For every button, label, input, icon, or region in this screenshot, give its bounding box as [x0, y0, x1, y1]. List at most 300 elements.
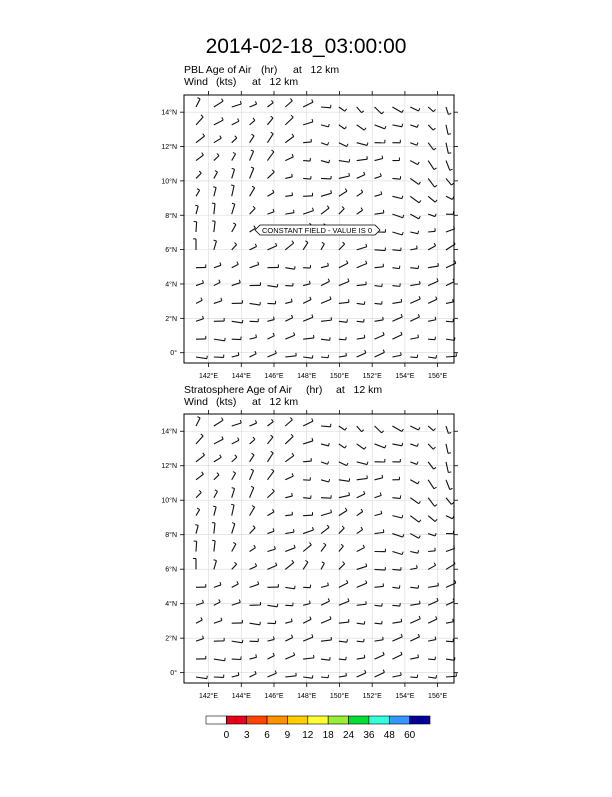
constant-field-note-text: CONSTANT FIELD - VALUE IS 0: [262, 226, 372, 235]
wind-barb-tick: [233, 152, 236, 154]
wind-barb: [446, 641, 453, 642]
wind-barb-tick: [434, 148, 436, 150]
wind-barb: [303, 677, 312, 678]
wind-barb: [357, 462, 367, 465]
wind-barb: [321, 426, 331, 427]
wind-barb-tick: [401, 332, 402, 335]
wind-barb: [410, 480, 417, 484]
lat-tick-label: 6°N: [165, 246, 177, 254]
wind-barb: [428, 196, 435, 202]
wind-barb-tick: [197, 189, 200, 191]
wind-barb: [267, 286, 277, 288]
wind-barb: [410, 214, 419, 219]
panel-1-field-unit: (hr): [261, 64, 277, 76]
wind-barb: [285, 420, 292, 426]
wind-barb: [267, 565, 276, 569]
wind-barb-tick: [385, 126, 386, 129]
wind-barb-tick: [341, 544, 343, 546]
wind-barb-tick: [402, 443, 403, 446]
wind-barb: [285, 548, 295, 552]
wind-barb-tick: [348, 598, 349, 601]
wind-barb: [375, 335, 385, 339]
wind-barb: [410, 107, 418, 111]
wind-barb: [357, 159, 368, 160]
wind-barb-tick: [292, 473, 293, 476]
wind-barb-tick: [328, 263, 329, 266]
wind-barb: [446, 516, 452, 519]
panel-1-field-level: at 12 km: [293, 64, 339, 76]
wind-barb-tick: [419, 182, 421, 184]
wind-barb-tick: [417, 462, 418, 465]
wind-barb-tick: [345, 428, 347, 430]
wind-barb: [285, 587, 294, 588]
wind-barb: [267, 491, 274, 497]
wind-barb: [410, 161, 417, 165]
wind-barb: [410, 462, 417, 465]
wind-barb: [357, 494, 365, 498]
wind-barb-tick: [434, 428, 436, 430]
wind-barb-tick: [291, 619, 292, 622]
wind-barb: [428, 640, 436, 642]
wind-barb-tick: [401, 352, 402, 355]
lon-tick-label: 154°E: [395, 372, 414, 380]
wind-barb-tick: [364, 491, 365, 494]
wind-barb: [214, 541, 215, 552]
wind-barb-tick: [419, 616, 420, 619]
wind-barb-tick: [417, 565, 418, 568]
wind-barb-tick: [291, 315, 292, 318]
wind-barb: [428, 498, 434, 507]
wind-barb-tick: [435, 505, 437, 507]
panel-1-wind-unit: (kts): [216, 76, 236, 88]
wind-barb-tick: [291, 115, 293, 117]
wind-barb-tick: [437, 278, 438, 281]
wind-barb: [446, 480, 450, 490]
wind-barb-tick: [235, 455, 237, 457]
wind-barb-tick: [213, 187, 216, 188]
wind-barb-tick: [448, 153, 451, 154]
lon-tick-label: 146°E: [264, 692, 283, 700]
wind-barb-tick: [203, 453, 205, 455]
wind-barb-tick: [448, 472, 451, 473]
wind-barb: [267, 172, 274, 178]
wind-barb: [267, 639, 274, 641]
wind-barb: [446, 321, 453, 322]
wind-barb-tick: [347, 463, 348, 466]
wind-barb: [428, 677, 436, 678]
wind-barb: [232, 169, 235, 178]
wind-barb: [303, 357, 312, 358]
wind-barb-tick: [381, 191, 382, 194]
wind-barb: [232, 138, 237, 143]
wind-barb: [357, 623, 365, 624]
wind-barb-tick: [214, 240, 217, 241]
wind-barb: [232, 154, 236, 161]
wind-barb: [375, 426, 382, 433]
wind-barb-tick: [197, 98, 200, 99]
wind-barb-tick: [271, 100, 273, 102]
wind-barb: [214, 475, 219, 480]
wind-barb-tick: [271, 451, 274, 453]
wind-barb-tick: [271, 132, 274, 134]
wind-barb: [339, 583, 348, 587]
panel-2-wind-unit: (kts): [216, 396, 236, 408]
wind-barb-tick: [383, 652, 384, 655]
wind-barb-tick: [255, 420, 256, 423]
wind-barb: [410, 317, 419, 321]
wind-barb: [392, 107, 401, 113]
wind-barb-tick: [366, 261, 367, 264]
wind-barb-tick: [367, 143, 368, 146]
lon-tick-label: 142°E: [199, 692, 218, 700]
wind-barb: [392, 637, 402, 641]
wind-barb: [285, 117, 293, 124]
lat-tick-label: 12°N: [161, 143, 177, 151]
wind-barb-tick: [221, 298, 222, 301]
wind-barb: [267, 673, 276, 677]
wind-barb: [196, 541, 197, 551]
wind-barb: [250, 657, 257, 659]
lat-tick-label: 0°: [170, 669, 177, 677]
wind-barb: [285, 195, 292, 196]
colorbar-swatch: [226, 716, 246, 724]
wind-barb: [250, 120, 255, 125]
wind-barb: [214, 621, 222, 624]
wind-barb: [214, 172, 218, 178]
map-panel-stratosphere: [161, 410, 458, 700]
wind-barb: [285, 101, 292, 107]
wind-barb: [303, 545, 311, 552]
wind-barb: [428, 246, 435, 250]
colorbar-label: 6: [264, 730, 270, 741]
wind-barb: [339, 356, 347, 357]
wind-barb: [375, 159, 383, 161]
wind-barb: [410, 196, 419, 203]
wind-barb-tick: [434, 487, 437, 489]
wind-barb-tick: [417, 142, 418, 145]
lat-tick-label: 10°N: [161, 497, 177, 505]
wind-barb: [321, 640, 331, 641]
wind-barb: [303, 658, 314, 659]
lon-tick-label: 148°E: [297, 692, 316, 700]
wind-barb: [250, 674, 257, 677]
wind-barb: [214, 507, 216, 516]
wind-barb: [392, 214, 402, 218]
wind-barb-tick: [402, 515, 403, 518]
wind-barb-tick: [402, 196, 403, 199]
wind-barb: [357, 175, 365, 179]
wind-barb-tick: [215, 490, 218, 491]
wind-barb: [196, 418, 200, 426]
wind-barb: [339, 480, 349, 482]
wind-barb: [446, 282, 454, 286]
wind-barb-tick: [290, 418, 292, 420]
wind-barb: [267, 422, 273, 426]
wind-barb: [339, 659, 346, 660]
wind-barb-tick: [383, 350, 384, 353]
wind-barb: [357, 125, 365, 130]
wind-barb: [339, 510, 347, 515]
wind-barb: [232, 423, 242, 426]
wind-barb-tick: [252, 506, 255, 508]
wind-barb: [214, 439, 223, 444]
wind-barb-tick: [451, 183, 453, 185]
wind-barb: [232, 355, 239, 357]
wind-barb-tick: [453, 619, 454, 622]
panel-2-field-unit: (hr): [306, 384, 322, 396]
wind-barb-tick: [401, 314, 402, 317]
wind-barb: [428, 266, 438, 268]
lat-tick-label: 4°N: [165, 280, 177, 288]
wind-barb: [428, 339, 435, 340]
wind-barb: [410, 516, 419, 523]
wind-barb: [267, 246, 276, 250]
wind-barb-tick: [256, 654, 257, 657]
wind-barb-tick: [310, 617, 311, 620]
wind-barb-tick: [347, 144, 348, 147]
wind-barb: [303, 637, 313, 641]
colorbar-label: 24: [343, 730, 355, 741]
wind-barb-tick: [233, 223, 236, 224]
wind-barb-tick: [294, 545, 295, 548]
wind-barb: [357, 604, 367, 605]
wind-barb: [339, 302, 349, 303]
wind-barb: [285, 268, 294, 269]
wind-barb-tick: [203, 280, 204, 283]
wind-barb-tick: [237, 581, 238, 584]
wind-barb-tick: [434, 109, 436, 111]
wind-barb: [428, 178, 434, 187]
wind-barb-tick: [273, 317, 274, 320]
wind-barb: [214, 138, 221, 143]
wind-barb: [232, 186, 234, 197]
wind-barb-tick: [329, 160, 330, 163]
wind-barb: [321, 266, 328, 268]
wind-barb: [375, 125, 385, 129]
wind-barb: [250, 470, 254, 479]
wind-barb-tick: [251, 150, 254, 151]
wind-barb: [375, 194, 382, 196]
wind-barb: [321, 178, 331, 179]
wind-barb-tick: [455, 580, 456, 583]
wind-barb: [428, 619, 437, 623]
wind-barb: [285, 213, 294, 214]
wind-barb: [321, 545, 326, 552]
panel-2-field-level: at 12 km: [336, 384, 382, 396]
wind-barb-tick: [419, 427, 420, 430]
wind-barb: [196, 510, 200, 516]
wind-barb: [339, 321, 347, 322]
wind-barb: [303, 178, 311, 179]
wind-barb: [339, 143, 347, 147]
wind-barb: [428, 125, 433, 130]
wind-barb-tick: [234, 562, 236, 564]
wind-barb: [339, 263, 348, 267]
wind-barb-tick: [253, 526, 255, 528]
colorbar: [206, 716, 430, 741]
wind-barb: [214, 585, 221, 587]
wind-barb: [267, 353, 276, 357]
wind-barb: [303, 142, 311, 143]
wind-barb: [392, 268, 399, 269]
wind-barb: [214, 659, 225, 661]
wind-barb: [321, 527, 329, 533]
wind-barb: [250, 455, 255, 462]
wind-barb-tick: [292, 493, 293, 496]
wind-barb-tick: [417, 444, 418, 447]
wind-barb: [321, 299, 331, 303]
colorbar-label: 36: [363, 730, 375, 741]
wind-barb-tick: [291, 434, 293, 436]
colorbar-label: 60: [404, 730, 416, 741]
wind-barb: [339, 281, 349, 285]
wind-barb: [375, 623, 382, 624]
wind-barb-tick: [276, 563, 277, 566]
wind-barb: [357, 143, 367, 146]
wind-barb: [267, 320, 274, 322]
lat-tick-label: 4°N: [165, 600, 177, 608]
wind-barb: [285, 676, 296, 677]
wind-barb: [357, 192, 363, 196]
wind-barb-tick: [433, 447, 435, 449]
colorbar-label: 3: [244, 730, 250, 741]
wind-barb: [303, 619, 311, 623]
wind-barb-tick: [252, 186, 255, 188]
wind-barb: [392, 655, 402, 660]
wind-barb: [267, 437, 273, 444]
wind-barb: [196, 222, 197, 232]
wind-barb: [375, 176, 382, 178]
wind-barb-tick: [382, 156, 383, 159]
wind-barb-tick: [232, 203, 235, 204]
wind-barb-tick: [309, 543, 311, 545]
wind-barb: [321, 320, 331, 321]
wind-barb: [250, 354, 257, 357]
wind-barb-tick: [401, 652, 402, 655]
lat-tick-label: 8°N: [165, 531, 177, 539]
wind-barb-tick: [382, 475, 383, 478]
wind-barb-tick: [401, 634, 402, 637]
wind-barb: [214, 301, 222, 304]
wind-barb: [214, 156, 219, 161]
wind-barb-tick: [221, 618, 222, 621]
wind-barb: [267, 512, 274, 516]
wind-barb: [428, 281, 438, 285]
wind-barb: [303, 242, 308, 249]
wind-barb-tick: [290, 99, 292, 101]
wind-barb: [232, 544, 236, 552]
wind-barb: [214, 561, 217, 570]
wind-barb: [392, 302, 401, 303]
wind-barb-tick: [402, 124, 403, 127]
wind-barb: [446, 125, 448, 134]
colorbar-swatch: [349, 716, 369, 724]
wind-barb: [428, 659, 435, 660]
wind-barb: [357, 107, 362, 113]
wind-barb: [357, 338, 365, 339]
wind-barb: [303, 530, 313, 534]
wind-barb: [267, 453, 273, 462]
wind-barb-tick: [383, 670, 384, 673]
wind-barb-tick: [402, 232, 403, 235]
wind-barb-tick: [221, 99, 223, 102]
wind-barb-tick: [419, 520, 421, 522]
wind-barb: [321, 563, 324, 569]
wind-barb: [214, 523, 215, 534]
wind-barb: [196, 474, 203, 480]
wind-barb: [196, 677, 207, 679]
wind-barb: [303, 317, 313, 321]
lat-tick-label: 14°N: [161, 109, 177, 117]
constant-field-note: [255, 225, 380, 235]
lon-tick-label: 146°E: [264, 372, 283, 380]
wind-barb: [339, 426, 345, 430]
wind-barb: [321, 281, 330, 285]
wind-barb: [410, 125, 417, 127]
wind-barb-tick: [418, 335, 419, 338]
wind-barb: [446, 161, 450, 171]
colorbar-swatch: [206, 716, 226, 724]
wind-barb: [196, 357, 207, 359]
wind-barb-tick: [331, 510, 332, 513]
wind-barb: [410, 677, 417, 678]
wind-barb: [392, 250, 400, 251]
wind-barb: [214, 420, 223, 426]
lat-tick-label: 0°: [170, 349, 177, 357]
wind-barb-tick: [418, 231, 419, 234]
wind-barb: [250, 136, 255, 143]
wind-barb-tick: [385, 445, 386, 448]
wind-barb-tick: [419, 296, 420, 299]
wind-barb: [428, 320, 436, 322]
wind-barb: [446, 178, 451, 185]
wind-barb-tick: [222, 117, 223, 120]
wind-barb-tick: [202, 472, 204, 474]
wind-barb: [428, 107, 433, 112]
wind-barb-tick: [197, 508, 200, 510]
wind-barb: [392, 232, 402, 235]
lon-tick-label: 144°E: [232, 372, 251, 380]
wind-barb-tick: [202, 153, 204, 155]
wind-barb: [410, 357, 417, 358]
colorbar-label: 12: [302, 730, 314, 741]
wind-barb: [250, 151, 254, 160]
wind-barb-tick: [345, 127, 347, 129]
wind-barb: [410, 232, 418, 234]
wind-barb-tick: [342, 207, 344, 209]
wind-barb: [250, 337, 257, 339]
wind-barb-tick: [292, 134, 294, 136]
wind-barb: [321, 659, 330, 660]
wind-barb: [232, 584, 239, 587]
wind-barb-tick: [291, 299, 292, 302]
wind-barb-tick: [305, 241, 308, 243]
wind-barb: [321, 107, 331, 108]
wind-barb: [339, 339, 346, 340]
colorbar-swatch: [410, 716, 430, 724]
wind-barb-tick: [252, 453, 255, 455]
wind-barb-tick: [331, 190, 332, 193]
wind-barb-tick: [239, 600, 240, 603]
wind-barb-tick: [255, 563, 256, 566]
wind-barb: [375, 478, 383, 480]
wind-barb: [214, 101, 223, 107]
wind-barb: [285, 476, 293, 480]
wind-barb: [357, 673, 366, 677]
wind-barb: [357, 548, 365, 552]
wind-barb: [303, 441, 313, 444]
wind-barb: [196, 455, 205, 462]
